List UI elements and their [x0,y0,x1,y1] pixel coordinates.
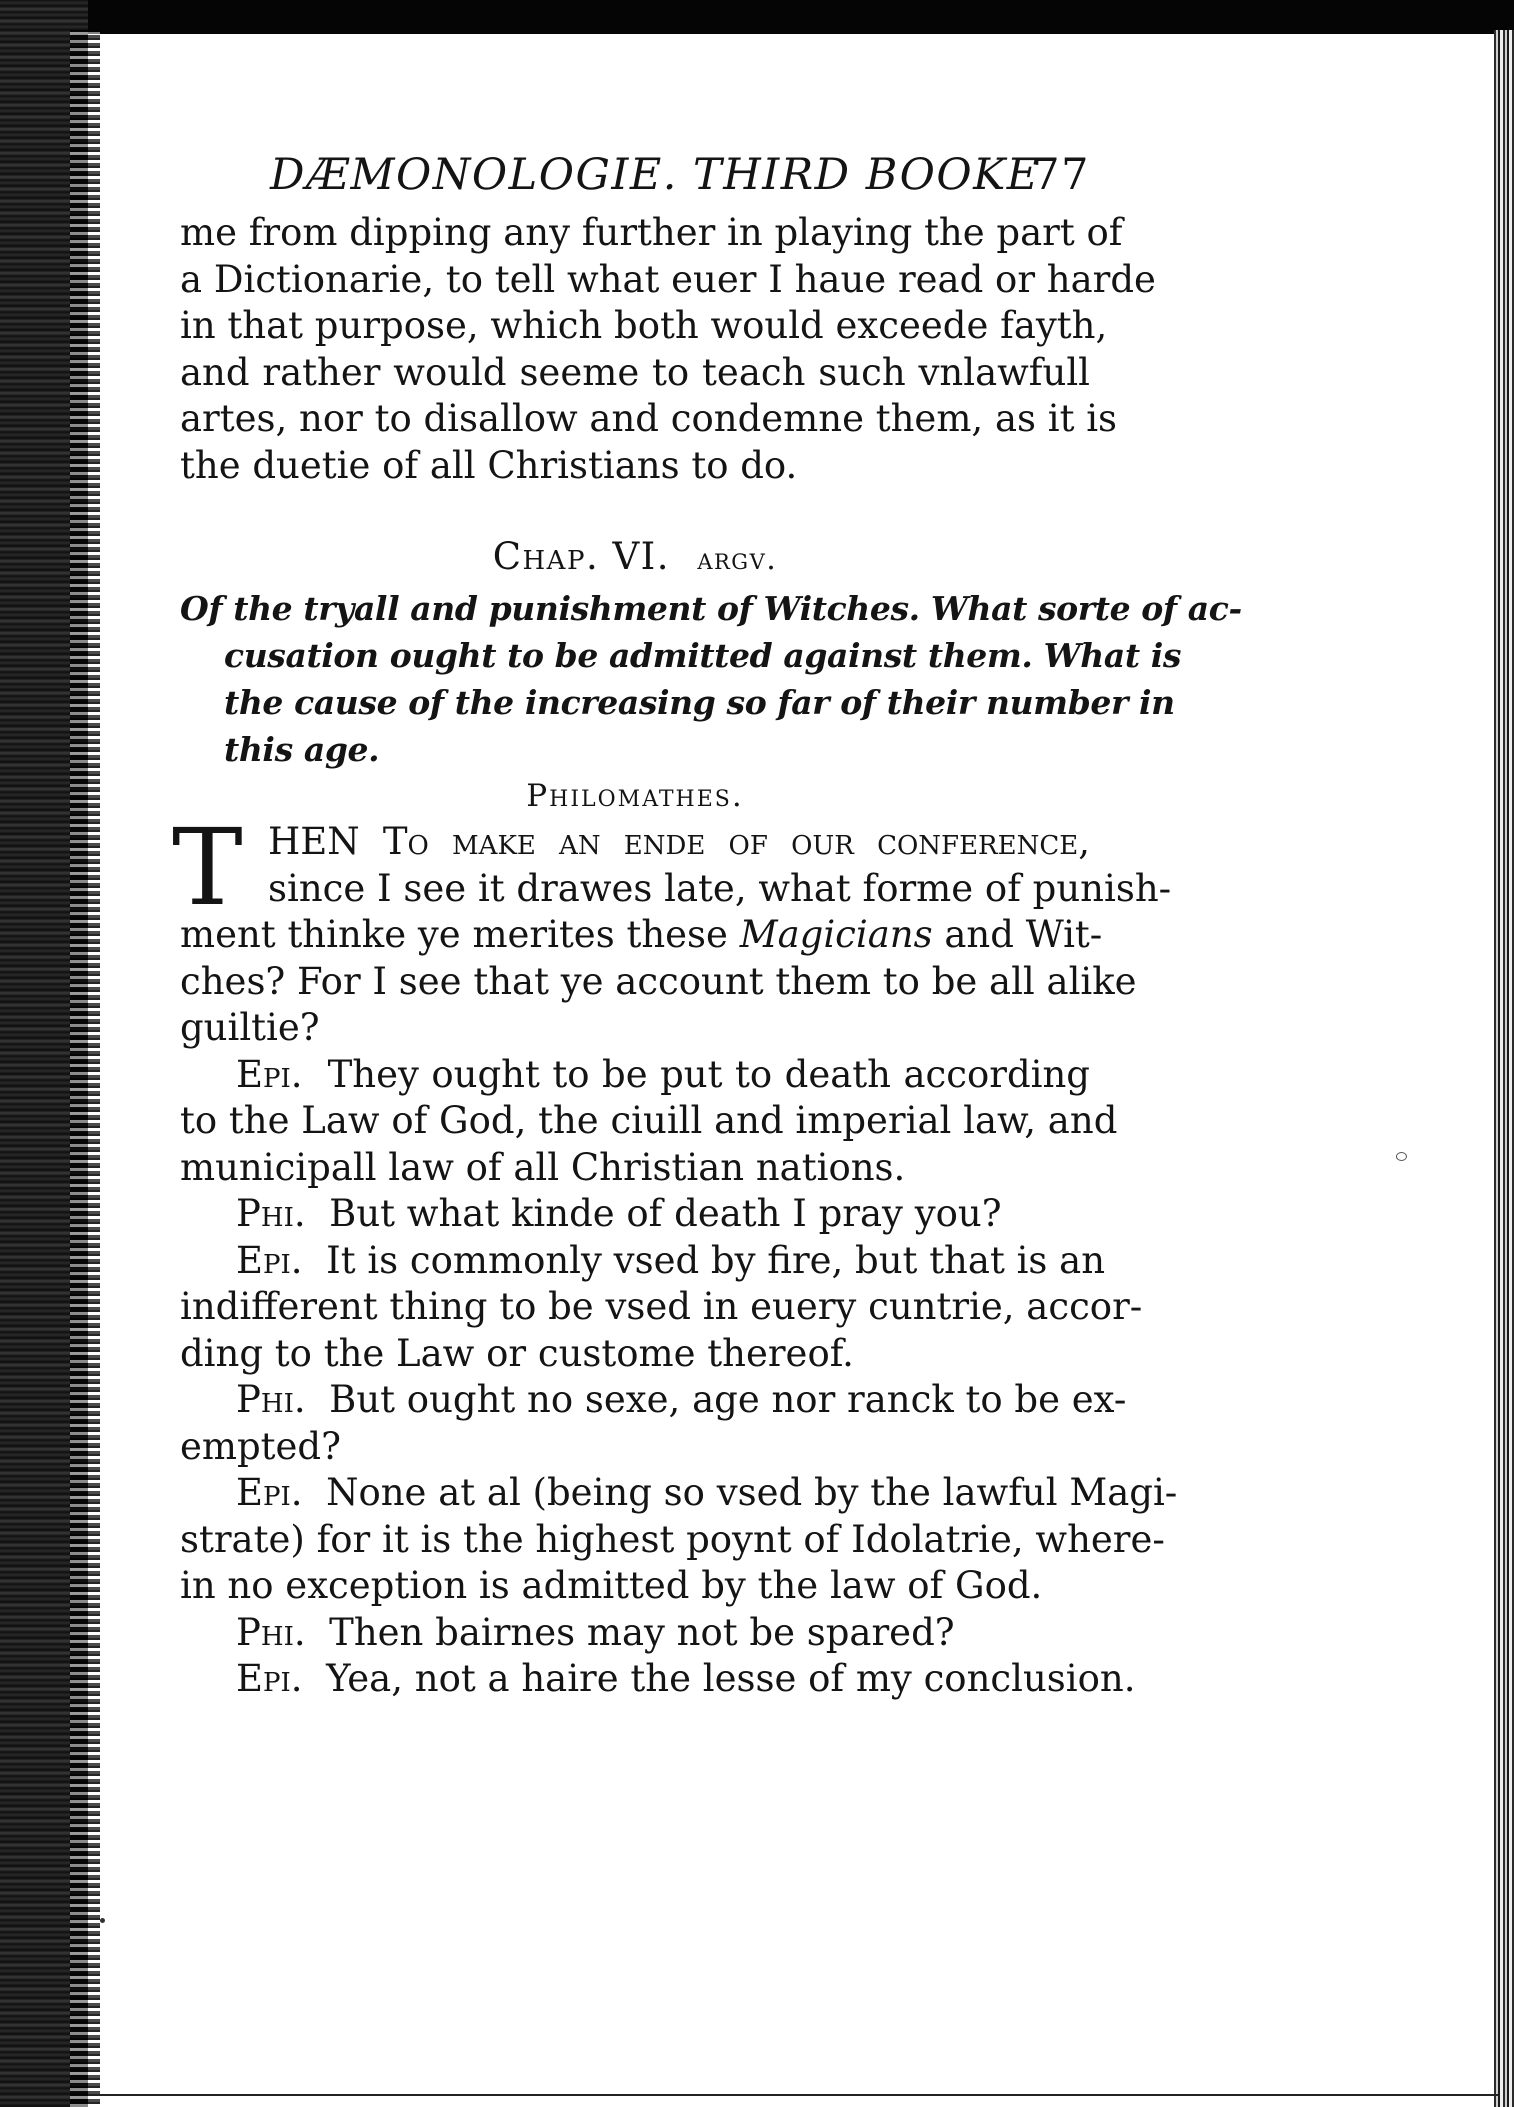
text-line [180,1377,1127,1424]
speech-text: Yea, not a haire the lesse of my conclusion. [326,1657,1136,1700]
speaker-label: Epi. [236,1238,303,1282]
dialogue-epi-2 [180,1238,1143,1378]
scan-gutter-noise [70,30,100,2107]
speaker-heading: Philomathes. [526,778,744,814]
text-line: to the Law of God, the ciuill and imperial law, and [180,1099,1118,1142]
speech-text: None at al (being so vsed by the lawful Magi- [326,1471,1178,1514]
text-line: in no exception is admitted by the law of God. [180,1564,1043,1607]
speaker-label: Epi. [236,1471,303,1514]
text-line [180,1656,1136,1703]
argument-line: the cause of the increasing so far of their number in [224,683,1175,722]
chapter-argument-label: argv. [697,542,778,577]
text-line [180,912,1103,959]
chapter-number: Chap. VI. [492,535,671,578]
text-line [180,1052,1090,1099]
text-line [180,819,1090,866]
text-line: a Dictionarie, to tell what euer I haue read or harde [180,257,1156,301]
text-line: the duetie of all Christians to do. [180,443,798,487]
text-line [180,1610,1090,1657]
first-speech-line1: HEN To make an ende of our conference, [268,820,1090,863]
chapter-argument [180,585,1242,773]
emphasis-magicians: Magicians [739,913,933,956]
text-line: guiltie? [180,1006,320,1049]
text-line [180,1191,1090,1238]
opening-paragraph [180,210,1156,489]
text-line: me from dipping any further in playing the part of [180,211,1123,254]
scan-bottom-edge [88,2094,1498,2096]
stray-ink-mark [1396,1152,1407,1161]
drop-cap: T [172,806,243,929]
text-line: since I see it drawes late, what forme of punish- [268,866,1172,910]
text-line: and rather would seeme to teach such vnlawfull [180,350,1090,394]
running-head-title: DÆMONOLOGIE. THIRD BOOKE [270,150,1040,200]
scan-right-edge [1494,30,1514,2107]
text-line [180,1470,1178,1517]
speaker-label: Epi. [236,1657,303,1700]
page-number: 77 [1032,150,1090,200]
stray-ink-dot [100,1918,105,1923]
text-run: ment thinke ye merites these [180,913,740,956]
speaker-label: Phi. [236,1378,306,1421]
text-line: empted? [180,1424,341,1468]
dialogue-phi-1 [180,1191,1090,1238]
text-run: and Wit- [932,913,1103,956]
speaker-label: Epi. [236,1052,303,1096]
scan-top-border [0,0,1514,34]
text-line: ches? For I see that ye account them to be all alike [180,959,1137,1003]
text-line: indifferent thing to be vsed in euery cuntrie, accor- [180,1285,1143,1328]
dialogue-phi-2 [180,1377,1127,1470]
argument-line: this age. [224,730,380,769]
text-line: in that purpose, which both would exceede fayth, [180,304,1108,347]
text-line: municipall law of all Christian nations. [180,1145,906,1189]
text-line: strate) for it is the highest poynt of Idolatrie, where- [180,1517,1165,1561]
speech-text: They ought to be put to death according [327,1052,1090,1096]
running-head [180,140,1090,210]
dialogue-epi-4 [180,1656,1136,1703]
book-page [172,140,1242,1703]
chapter-heading [180,529,1090,585]
speech-text: It is commonly vsed by fire, but that is an [326,1238,1106,1282]
speaker-label: Phi. [236,1610,306,1654]
text-line: artes, nor to disallow and condemne them, as it is [180,397,1118,440]
speech-text: But what kinde of death I pray you? [329,1192,1002,1235]
speaker-label: Phi. [236,1192,306,1235]
dialogue-epi-1 [180,1052,1118,1192]
dialogue-epi-3 [180,1470,1178,1610]
speech-text: Then bairnes may not be spared? [329,1610,955,1654]
dialogue-phi-3 [180,1610,1090,1657]
speech-text: But ought no sexe, age nor ranck to be ex- [329,1378,1127,1421]
text-line: ding to the Law or custome thereof. [180,1331,854,1375]
text-line [180,1238,1106,1285]
argument-line: cusation ought to be admitted against them. What is [224,636,1182,675]
argument-line: Of the tryall and punishment of Witches. What sorte of ac- [180,589,1242,628]
first-speech [172,806,1172,1052]
